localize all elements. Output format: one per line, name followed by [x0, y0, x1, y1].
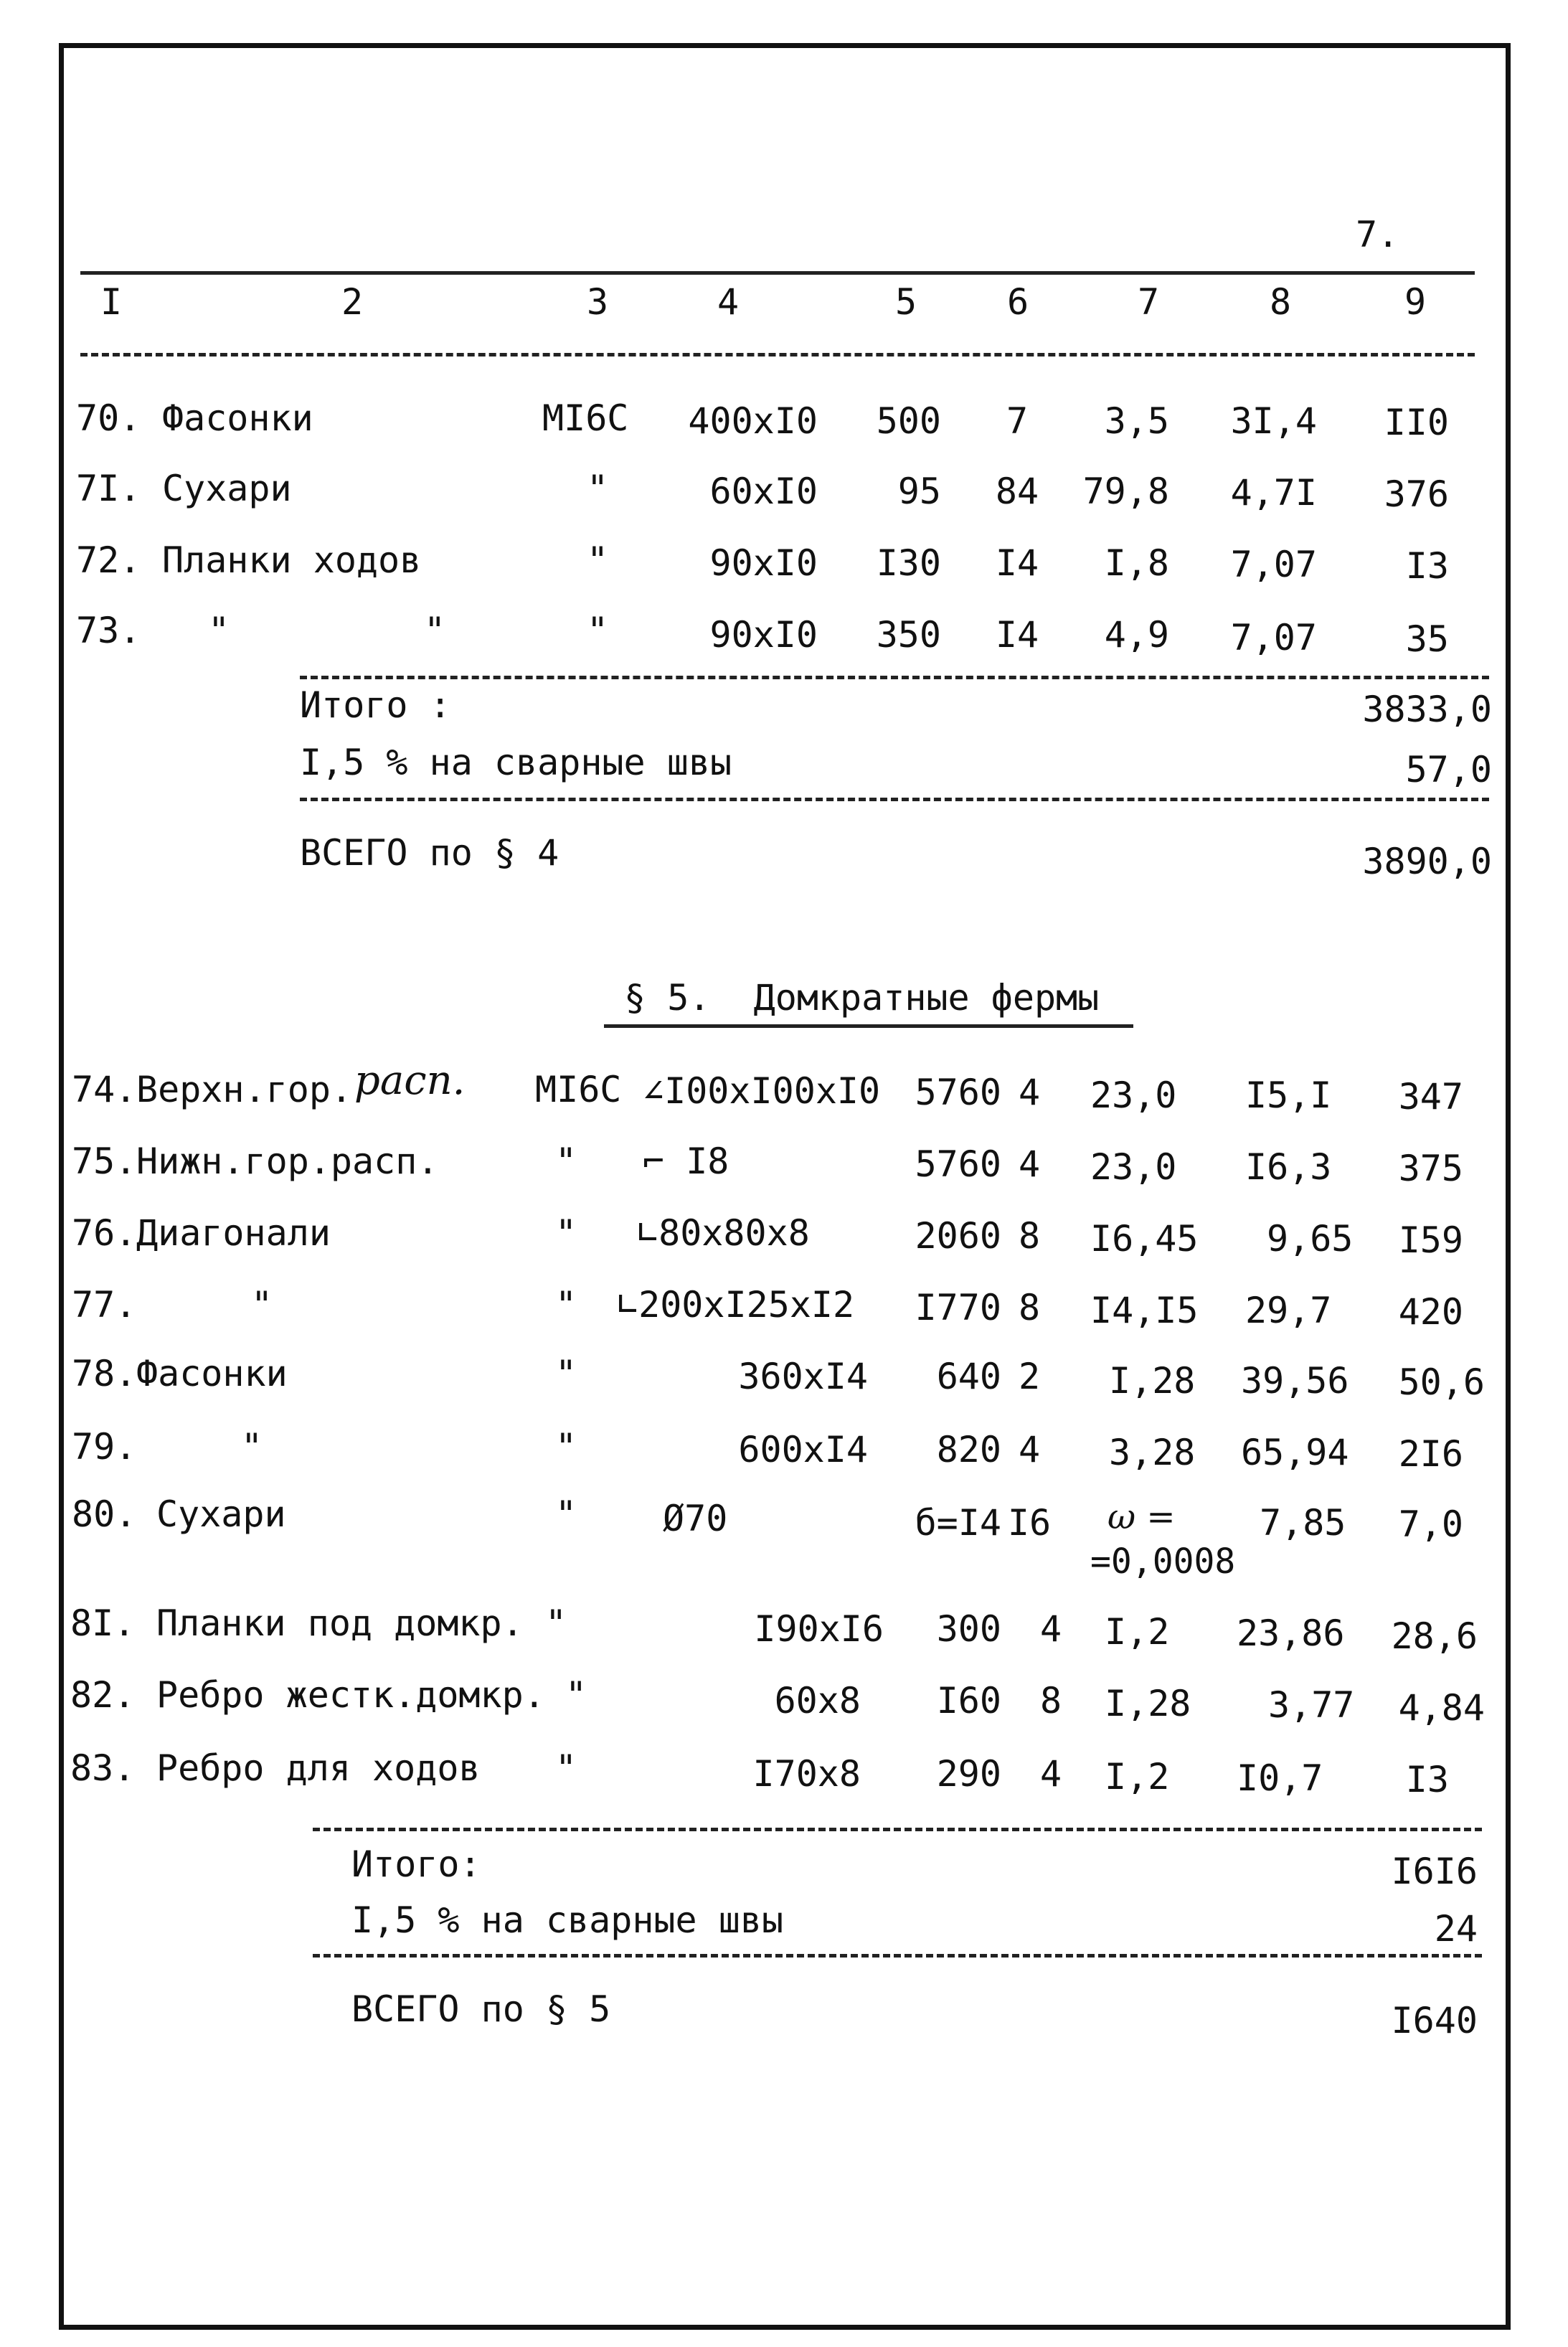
row-number: 8I.: [70, 1602, 136, 1644]
row-name: Ребро для ходов: [156, 1747, 481, 1789]
row-col8: 4,7I: [1230, 472, 1317, 514]
row-number: 7I.: [76, 468, 141, 509]
row-col9: 4,84: [1398, 1687, 1485, 1729]
row-size: 60xI0: [709, 471, 818, 512]
subtotal-value: I6I6: [1391, 1851, 1478, 1892]
row-length: б=I4: [915, 1502, 1001, 1544]
welds-value: 24: [1434, 1908, 1478, 1950]
row-col8: 3,77: [1268, 1684, 1355, 1726]
row-col8: 9,65: [1267, 1218, 1354, 1260]
row-col8: 23,86: [1237, 1612, 1345, 1654]
total-label: ВСЕГО по § 4: [300, 832, 559, 874]
row-col9: 420: [1398, 1291, 1463, 1333]
row-name: Верхн.гор.: [136, 1069, 353, 1110]
col-header-6: 6: [1007, 281, 1029, 323]
row-col7: I,8: [1104, 542, 1169, 584]
total-value: 3890,0: [1362, 841, 1492, 882]
row-col7: I,28: [1105, 1683, 1191, 1724]
row-number: 82.: [70, 1674, 136, 1716]
row-col8: 7,07: [1230, 617, 1317, 658]
row-qty: 8: [1018, 1215, 1041, 1257]
row-steel: ": [587, 468, 609, 509]
row-size: ∟80x80x8: [637, 1212, 810, 1254]
row-col9: 2I6: [1398, 1433, 1463, 1475]
row-size: ∟200xI25xI2: [617, 1284, 855, 1326]
row-col7: ω =: [1107, 1497, 1176, 1537]
col-header-1: I: [100, 281, 123, 323]
row-qty: 4: [1018, 1429, 1041, 1470]
welds-label: I,5 % на сварные швы: [300, 742, 732, 783]
subtotal-rule: [300, 676, 1489, 679]
row-col8: I6,3: [1245, 1146, 1332, 1188]
row-name: ": [251, 1284, 273, 1326]
row-steel: ": [555, 1493, 577, 1535]
row-col9: I3: [1405, 545, 1449, 587]
row-length: I770: [915, 1287, 1001, 1328]
row-size: ∠I00xI00xI0: [643, 1070, 881, 1112]
row-col8: 39,56: [1241, 1360, 1349, 1402]
row-name: Планки под домкр.: [156, 1602, 524, 1644]
row-number: 72.: [76, 539, 141, 581]
row-name: Сухари: [162, 468, 292, 509]
row-steel: MI6С: [542, 397, 629, 439]
row-col7: I,28: [1109, 1360, 1196, 1402]
row-steel: ": [555, 1353, 577, 1394]
row-qty: 4: [1039, 1608, 1062, 1650]
row-size: 600xI4: [738, 1429, 868, 1470]
row-qty: 84: [995, 471, 1039, 512]
row-size: I90xI6: [754, 1608, 884, 1650]
header-top-rule: [80, 271, 1475, 275]
row-qty: I6: [1007, 1502, 1052, 1544]
row-size: 400xI0: [688, 400, 818, 442]
row-name: Фасонки: [162, 397, 313, 439]
row-steel: ": [555, 1284, 577, 1326]
row-col8: 3I,4: [1230, 400, 1317, 442]
row-qty: 7: [1006, 400, 1029, 442]
row-number: 76.: [72, 1212, 137, 1254]
row-col9: 35: [1405, 618, 1449, 660]
row-qty: 4: [1018, 1072, 1041, 1113]
row-col7: 23,0: [1090, 1075, 1177, 1116]
col-header-7: 7: [1138, 281, 1160, 323]
row-qty: 2: [1018, 1356, 1041, 1397]
row-col7: I,2: [1105, 1611, 1170, 1653]
row-number: 74.: [72, 1069, 137, 1110]
row-col8: I0,7: [1237, 1757, 1323, 1799]
row-steel: ": [555, 1212, 577, 1254]
row-col7: 3,28: [1109, 1432, 1196, 1473]
row-length: 820: [936, 1429, 1001, 1470]
row-steel: ": [555, 1747, 577, 1789]
row-number: 70.: [76, 397, 141, 439]
col-header-8: 8: [1270, 281, 1292, 323]
row-steel: ": [555, 1141, 577, 1182]
row-number: 78.: [72, 1353, 137, 1394]
row-col9: I3: [1405, 1759, 1449, 1800]
row-qty: 4: [1018, 1143, 1041, 1185]
row-steel: ": [587, 539, 609, 581]
row-length: 5760: [915, 1143, 1001, 1185]
row-size: 90xI0: [709, 614, 818, 656]
section-title: § 5. Домкратные фермы: [624, 977, 1100, 1019]
row-col7: I4,I5: [1090, 1290, 1199, 1331]
row-steel: ": [545, 1602, 567, 1644]
row-steel: MI6С: [535, 1069, 622, 1110]
row-length: I30: [876, 542, 941, 584]
subtotal-label: Итого :: [300, 684, 451, 726]
row-name: Планки ходов: [162, 539, 422, 581]
page-number: 7.: [1356, 214, 1399, 255]
row-col7: I,2: [1105, 1756, 1170, 1798]
row-steel: ": [587, 610, 609, 651]
row-size: 90xI0: [709, 542, 818, 584]
row-col8: 7,85: [1260, 1502, 1346, 1544]
row-length: 95: [897, 471, 941, 512]
row-col9: 7,0: [1398, 1503, 1463, 1545]
row-col7-value: =0,0008: [1090, 1541, 1236, 1582]
row-qty: 8: [1018, 1287, 1041, 1328]
welds-value: 57,0: [1405, 749, 1492, 790]
row-name: Нижн.гор.расп.: [136, 1141, 439, 1182]
row-name: Фасонки: [136, 1353, 288, 1394]
row-col8: 65,94: [1241, 1432, 1349, 1473]
row-size: 360xI4: [738, 1356, 868, 1397]
total-label: ВСЕГО по § 5: [351, 1988, 611, 2030]
row-col9: 50,6: [1398, 1361, 1485, 1403]
subtotal-rule: [313, 1828, 1482, 1831]
row-number: 80.: [72, 1493, 137, 1535]
header-bottom-rule: [80, 353, 1475, 356]
row-length: 300: [936, 1608, 1001, 1650]
row-col7: 3,5: [1104, 400, 1169, 442]
col-header-3: 3: [587, 281, 609, 323]
row-steel: ": [555, 1426, 577, 1468]
row-col9: I59: [1398, 1219, 1463, 1261]
row-name: Диагонали: [136, 1212, 331, 1254]
row-number: 79.: [72, 1426, 137, 1468]
row-col8: 29,7: [1245, 1290, 1332, 1331]
row-qty: I4: [995, 542, 1039, 584]
row-col9: 347: [1398, 1076, 1463, 1118]
total-value: I640: [1391, 2000, 1478, 2041]
total-rule: [300, 798, 1489, 801]
row-number: 73.: [76, 610, 141, 651]
col-header-5: 5: [895, 281, 917, 323]
row-col9: 28,6: [1391, 1615, 1478, 1657]
row-col9: II0: [1384, 402, 1449, 443]
row-col7: 4,9: [1104, 614, 1169, 656]
row-name-handwritten: расп.: [354, 1057, 466, 1104]
row-col7: 79,8: [1082, 471, 1169, 512]
row-size: Ø70: [663, 1498, 728, 1539]
row-qty: 4: [1039, 1753, 1062, 1795]
subtotal-value: 3833,0: [1362, 689, 1492, 730]
row-length: 5760: [915, 1072, 1001, 1113]
row-name: Сухари: [156, 1493, 286, 1535]
row-length: 350: [876, 614, 941, 656]
row-col8: I5,I: [1245, 1075, 1332, 1116]
row-col7: I6,45: [1090, 1218, 1199, 1260]
row-steel: ": [565, 1674, 587, 1716]
col-header-9: 9: [1404, 281, 1427, 323]
row-col9: 376: [1384, 473, 1449, 515]
row-col7: 23,0: [1090, 1146, 1177, 1188]
row-qty: I4: [995, 614, 1039, 656]
total-rule: [313, 1954, 1482, 1958]
row-size: I70x8: [752, 1753, 861, 1795]
col-header-2: 2: [341, 281, 364, 323]
row-name: " ": [208, 610, 446, 651]
row-number: 77.: [72, 1284, 137, 1326]
subtotal-label: Итого:: [351, 1843, 481, 1885]
row-length: 640: [936, 1356, 1001, 1397]
welds-label: I,5 % на сварные швы: [351, 1899, 784, 1941]
row-length: 290: [936, 1753, 1001, 1795]
row-size: 60x8: [774, 1680, 861, 1722]
row-name: ": [241, 1426, 263, 1468]
row-size: ⌐ I8: [643, 1141, 729, 1182]
section-title-underline: [604, 1024, 1133, 1028]
col-header-4: 4: [717, 281, 740, 323]
row-col8: 7,07: [1230, 544, 1317, 585]
row-number: 75.: [72, 1141, 137, 1182]
row-qty: 8: [1039, 1680, 1062, 1722]
row-name: Ребро жестк.домкр.: [156, 1674, 545, 1716]
row-length: 2060: [915, 1215, 1001, 1257]
row-col9: 375: [1398, 1148, 1463, 1189]
row-number: 83.: [70, 1747, 136, 1789]
row-length: I60: [936, 1680, 1001, 1722]
row-length: 500: [876, 400, 941, 442]
